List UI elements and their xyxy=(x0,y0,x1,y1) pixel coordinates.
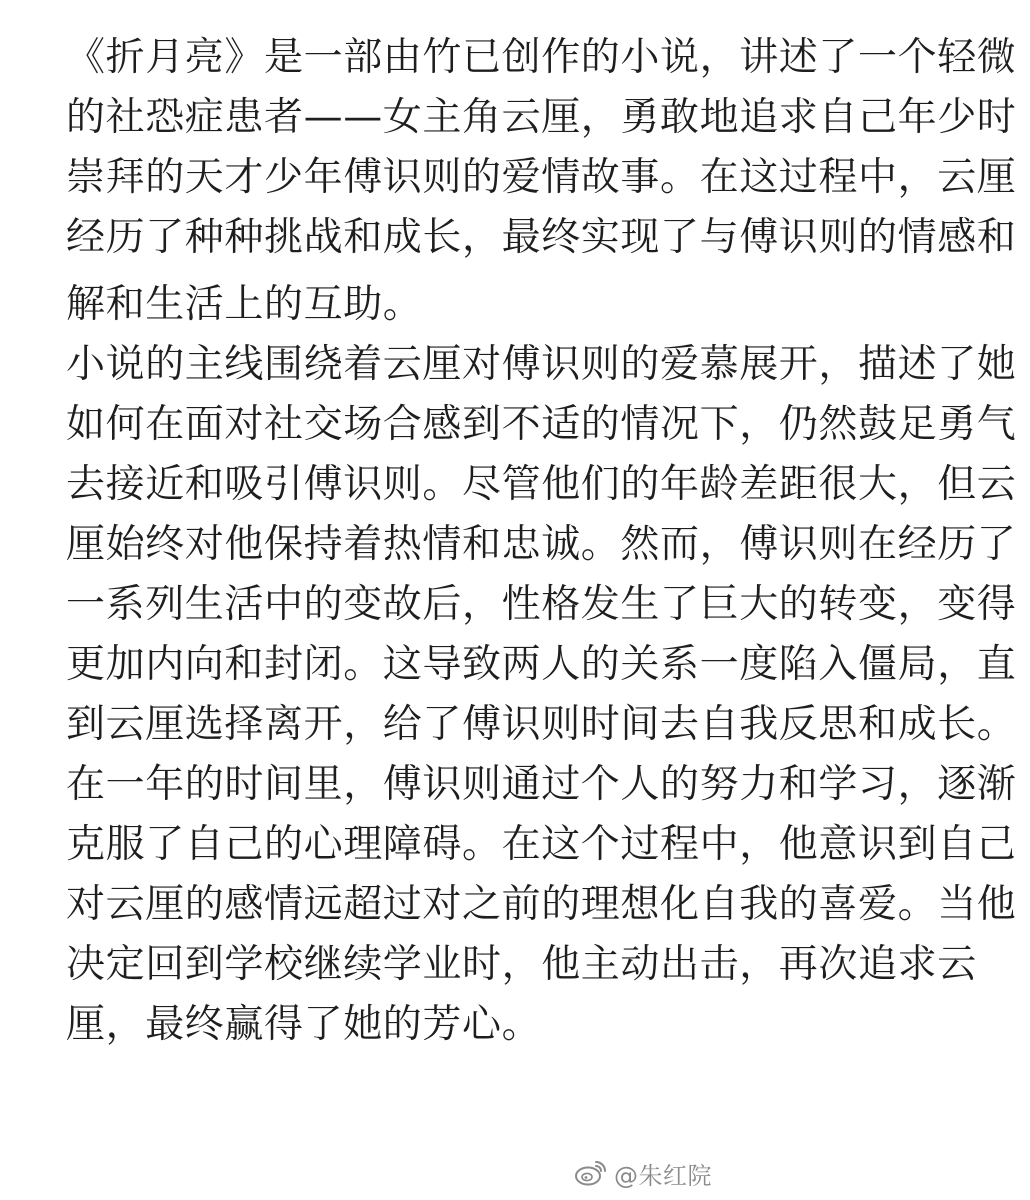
text-line: 《折月亮》是一部由竹已创作的小说，讲述了一个轻微 xyxy=(66,35,1017,80)
text-line: 一系列生活中的变故后，性格发生了巨大的转变，变得 xyxy=(66,582,1017,627)
text-line: 崇拜的天才少年傅识则的爱情故事。在这过程中，云厘 xyxy=(66,155,1017,200)
text-line: 的社恐症患者——女主角云厘，勇敢地追求自己年少时 xyxy=(66,95,1017,140)
text-line: 厘始终对他保持着热情和忠诚。然而，傅识则在经历了 xyxy=(66,522,1017,567)
text-line: 决定回到学校继续学业时，他主动出击，再次追求云 xyxy=(66,942,977,987)
article-body xyxy=(66,35,1017,1063)
paragraph-1 xyxy=(66,35,1017,343)
watermark-text: @朱红院 xyxy=(614,1161,712,1190)
text-line: 解和生活上的互助。 xyxy=(66,282,423,327)
text-line: 经历了种种挑战和成长，最终实现了与傅识则的情感和 xyxy=(66,215,1017,260)
text-line: 小说的主线围绕着云厘对傅识则的爱慕展开，描述了她 xyxy=(66,342,1017,387)
text-line: 如何在面对社交场合感到不适的情况下，仍然鼓足勇气 xyxy=(66,402,1017,447)
text-line: 更加内向和封闭。这导致两人的关系一度陷入僵局，直 xyxy=(66,642,1017,687)
text-line: 对云厘的感情远超过对之前的理想化自我的喜爱。当他 xyxy=(66,882,1017,927)
weibo-watermark xyxy=(574,1155,712,1191)
text-line: 去接近和吸引傅识则。尽管他们的年龄差距很大，但云 xyxy=(66,462,1017,507)
weibo-logo-icon xyxy=(574,1159,608,1187)
paragraph-3 xyxy=(66,762,1017,1063)
text-line: 厘，最终赢得了她的芳心。 xyxy=(66,1002,542,1047)
text-line: 在一年的时间里，傅识则通过个人的努力和学习，逐渐 xyxy=(66,762,1017,807)
paragraph-2 xyxy=(66,342,1017,763)
text-line: 克服了自己的心理障碍。在这个过程中，他意识到自己 xyxy=(66,822,1017,867)
text-line: 到云厘选择离开，给了傅识则时间去自我反思和成长。 xyxy=(66,702,1017,747)
